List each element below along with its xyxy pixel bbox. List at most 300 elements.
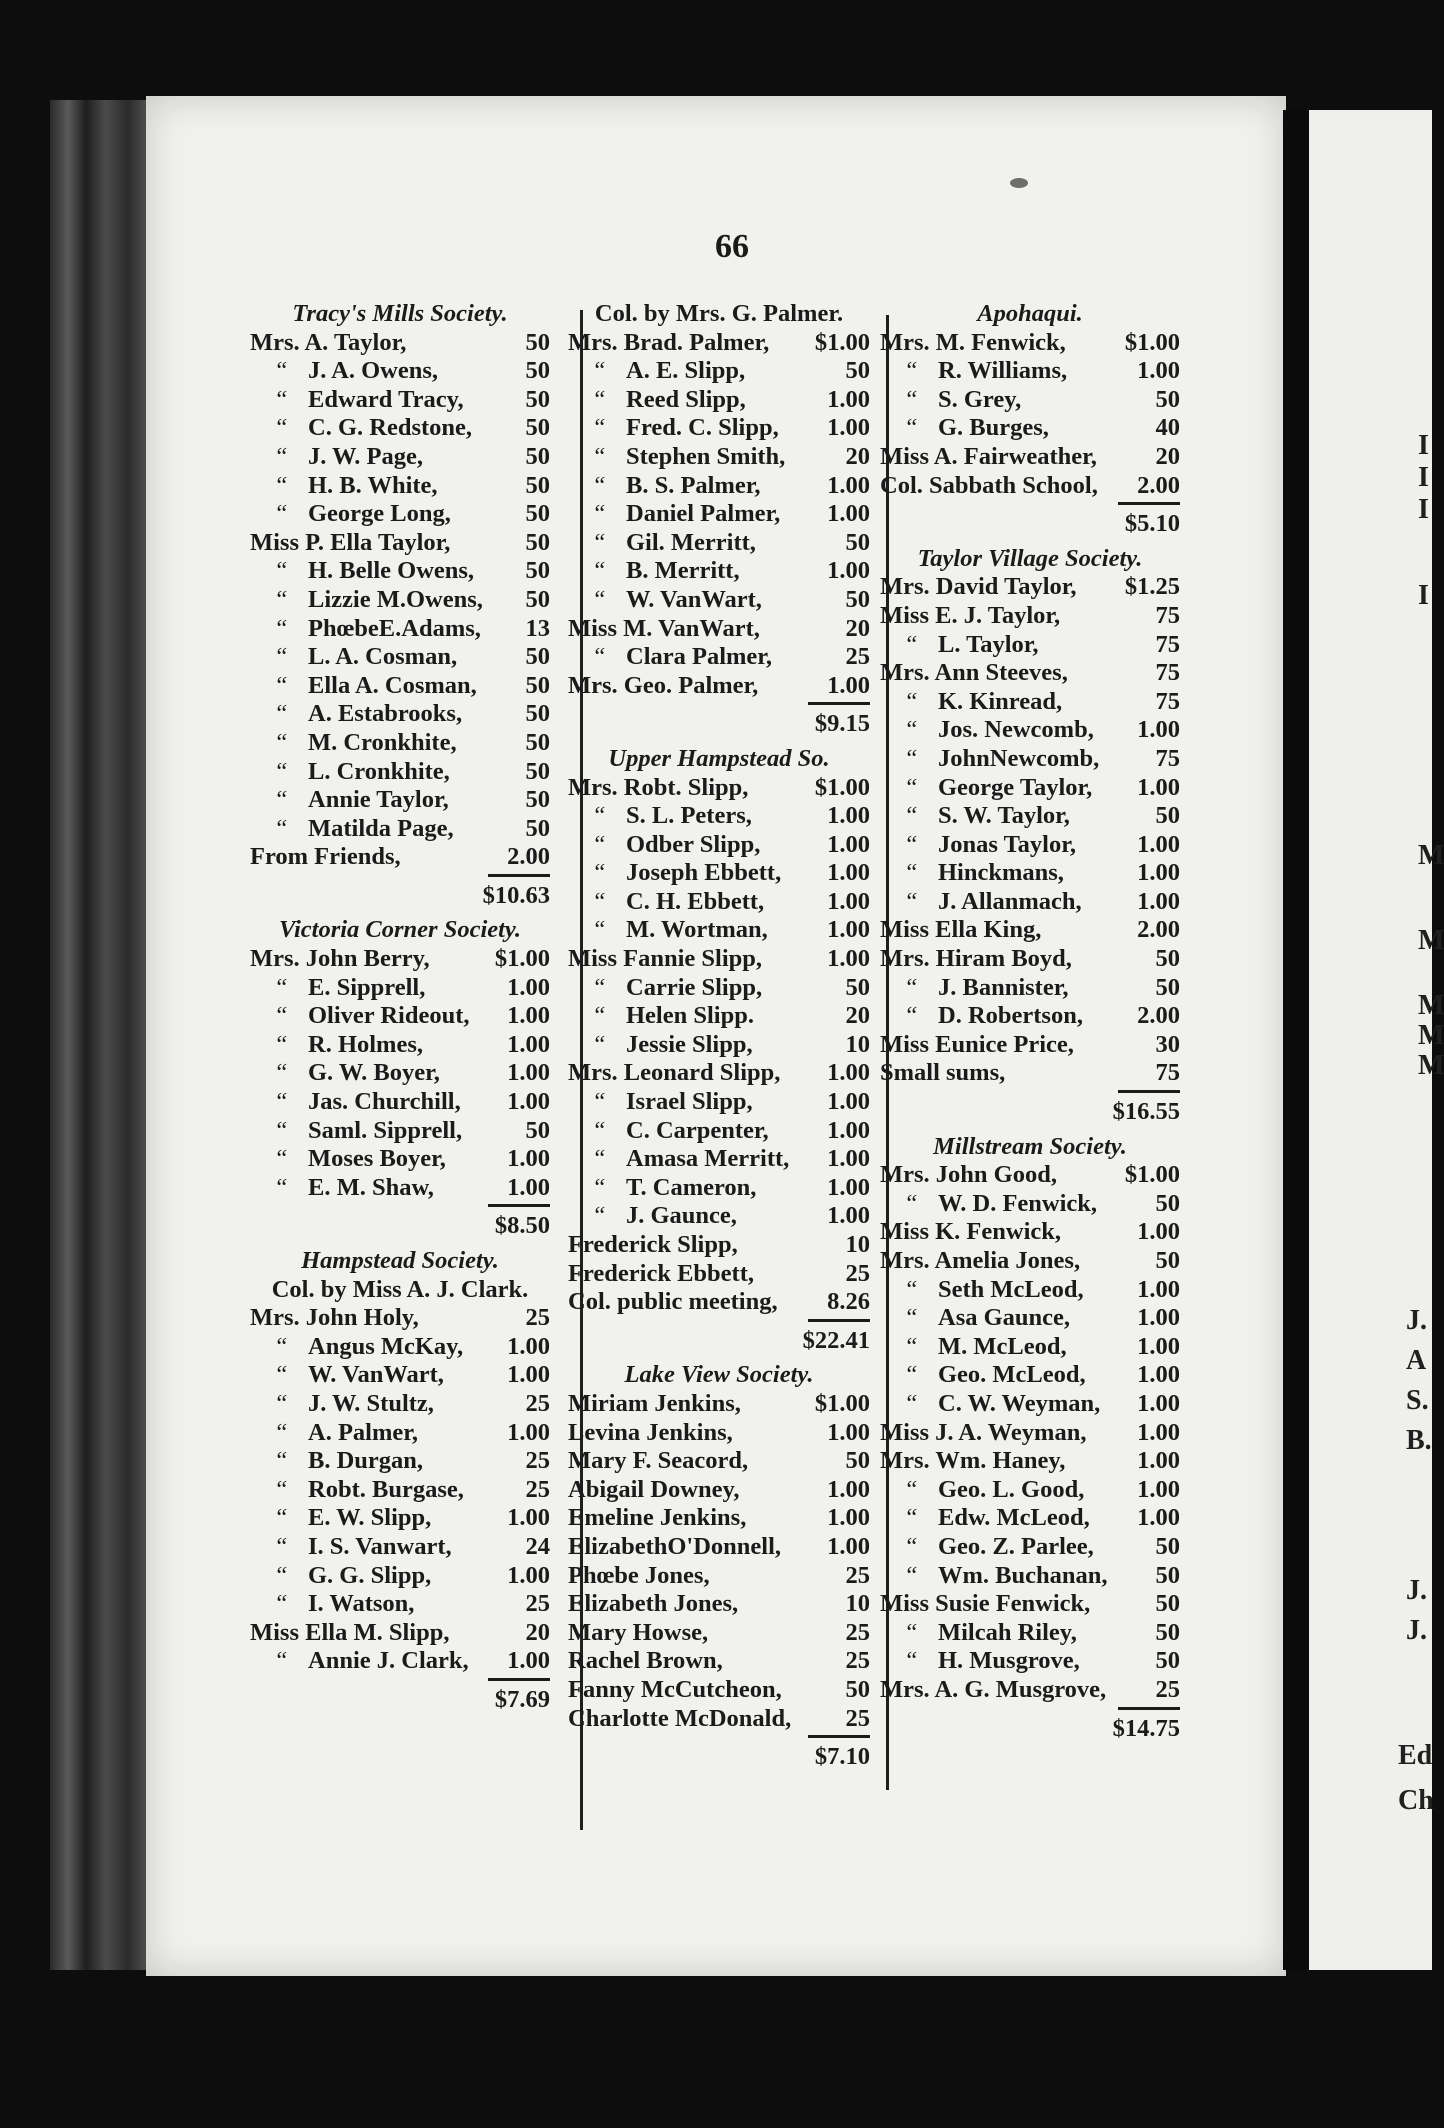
donor-name: Ella M. Slipp, [305,1618,450,1646]
donor-name-cell [568,1705,842,1734]
ditto-mark: “ [274,700,288,728]
donor-name: Moses Boyer, [308,1145,446,1173]
edge-letter: I [1418,494,1429,525]
donor-name: L. Taylor, [938,630,1039,658]
donor-name: A. Fairweather, [933,442,1097,470]
donor-name: Asa Gaunce, [938,1304,1071,1332]
ditto-mark: “ [592,643,606,671]
donation-amount: 50 [1155,1532,1180,1560]
donor-entry [880,1562,1180,1591]
donation-amount: 20 [845,1002,870,1030]
donation-amount: 50 [525,557,550,585]
donation-amount: 50 [525,500,550,528]
edge-letter: J. [1406,1575,1427,1606]
donor-entry [880,1304,1180,1333]
donor-name: Miriam Jenkins, [568,1389,741,1417]
donor-name-cell [880,859,1133,888]
donor-entry [568,1647,870,1676]
donor-entry [880,888,1180,917]
donor-name-cell [250,1304,522,1333]
ditto-mark: “ [274,442,288,470]
donor-name-cell [250,557,522,586]
donation-amount: 2.00 [1137,1002,1180,1030]
book-spine [50,100,150,1970]
donor-entry [568,1288,870,1317]
donation-amount: 10 [845,1590,870,1618]
ditto-mark: “ [274,1116,288,1144]
ditto-mark: “ [904,1618,918,1646]
donor-name: Matilda Page, [308,814,454,842]
ditto-mark: “ [904,630,918,658]
donor-name-cell [880,602,1152,631]
donation-amount: 1.00 [827,1202,870,1230]
donor-entry [250,815,550,844]
donor-name: Saml. Sipprell, [308,1116,463,1144]
donor-entry [568,500,870,529]
donor-name-cell [880,1161,1121,1190]
donor-entry [568,1231,870,1260]
ditto-mark: “ [274,585,288,613]
column-right [880,300,1180,1743]
donor-name: Geo. Palmer, [623,671,759,699]
donation-amount: 25 [845,1618,870,1646]
donor-name-cell [880,573,1121,602]
donor-name: S. W. Taylor, [938,802,1070,830]
donation-amount: 25 [845,643,870,671]
donor-name-cell [568,1231,842,1260]
donation-amount: 1.00 [507,1088,550,1116]
donor-name-cell [250,615,522,644]
ditto-mark: “ [274,414,288,442]
ditto-mark: “ [274,786,288,814]
donor-entry [568,831,870,860]
society-heading: Taylor Village Society. [917,544,1143,572]
donation-amount: 50 [845,357,870,385]
donation-amount: 75 [1155,744,1180,772]
donation-amount: 25 [525,1389,550,1417]
donation-amount: 50 [525,442,550,470]
donor-name: B. Durgan, [308,1447,424,1475]
donor-name: Mary Howse, [568,1618,709,1646]
donation-amount: 1.00 [1137,1218,1180,1246]
donor-name-cell [880,1419,1133,1448]
ditto-mark: “ [904,744,918,772]
edge-letter: Ch [1398,1785,1434,1816]
ditto-mark: “ [904,716,918,744]
donor-entry [568,802,870,831]
ditto-mark: “ [274,671,288,699]
donor-entry [568,945,870,974]
donor-name-cell [880,1562,1152,1591]
edge-letter: Ed [1398,1740,1433,1771]
donation-amount: 50 [1155,802,1180,830]
title-prefix: Mrs. [880,1161,930,1189]
donor-entry [880,945,1180,974]
donation-amount: 1.00 [827,1418,870,1446]
donor-name-cell [250,1088,503,1117]
donor-name: George Long, [308,500,451,528]
ditto-mark: “ [904,1361,918,1389]
ditto-mark: “ [592,442,606,470]
donor-entry [880,831,1180,860]
donor-name: Jas. Churchill, [308,1088,461,1116]
title-prefix: Mrs. [568,1059,618,1087]
donor-name-cell [250,1590,522,1619]
donor-name: Phœbe Jones, [568,1561,710,1589]
donor-entry [250,615,550,644]
donor-entry [568,557,870,586]
donor-name: Emeline Jenkins, [568,1504,747,1532]
donor-entry [568,414,870,443]
society-total: $9.15 [568,700,870,739]
donor-name: M. Wortman, [626,916,768,944]
donor-name-cell [250,1619,522,1648]
donor-name: A. Taylor, [304,328,407,356]
donation-amount: 25 [525,1304,550,1332]
ditto-mark: “ [274,1361,288,1389]
donation-amount: 50 [845,1675,870,1703]
donor-name-cell [880,1447,1133,1476]
donor-name: L. Cronkhite, [308,757,450,785]
society-heading: Apohaqui. [977,300,1083,327]
donor-entry [880,1647,1180,1676]
ditto-mark: “ [592,1173,606,1201]
ditto-mark: “ [904,887,918,915]
column-left [250,300,550,1715]
donor-name: John Good, [935,1161,1057,1189]
donor-name-cell [568,1059,823,1088]
donation-amount: 1.00 [1137,716,1180,744]
donor-name-cell [880,357,1133,386]
ditto-mark: “ [274,1561,288,1589]
donor-name: W. VanWart, [626,585,762,613]
donor-name: John Holy, [305,1304,419,1332]
edge-letter: B. [1406,1425,1432,1456]
title-prefix: Miss [250,1618,299,1646]
donor-name: H. Musgrove, [938,1647,1080,1675]
donor-name-cell [568,643,842,672]
donor-entry [250,1562,550,1591]
donation-amount: 50 [525,786,550,814]
ditto-mark: “ [904,1275,918,1303]
donor-entry [250,500,550,529]
donor-entry [568,1676,870,1705]
donor-entry [880,1059,1180,1088]
donor-name-cell [250,945,491,974]
donor-name: Hiram Boyd, [935,945,1072,973]
donor-name: Oliver Rideout, [308,1002,470,1030]
donor-entry [568,1145,870,1174]
donor-name: W. D. Fenwick, [938,1189,1098,1217]
donor-name: S. L. Peters, [626,802,752,830]
donor-name-cell [250,643,522,672]
donation-amount: $1.00 [1124,328,1180,356]
donor-entry [250,329,550,358]
donation-amount: 1.00 [827,1173,870,1201]
donor-name-cell [250,357,522,386]
donor-name: G. Burges, [938,414,1049,442]
title-prefix: Mrs. [880,1247,930,1274]
ditto-mark: “ [592,471,606,499]
donation-amount: 1.00 [1137,830,1180,858]
donor-name-cell [568,1676,842,1705]
column-middle [568,300,870,1772]
title-prefix: Miss [880,916,929,944]
collector-line: Col. by Mrs. G. Palmer. [594,300,844,327]
donation-amount: 1.00 [1137,1304,1180,1332]
donor-name-cell [880,716,1133,745]
society-heading: Tracy's Mills Society. [292,300,508,327]
ditto-mark: “ [904,1475,918,1503]
donor-name-cell [568,1419,823,1448]
title-prefix: Miss [880,1218,929,1246]
donor-entry [880,602,1180,631]
donor-name-cell [568,500,823,529]
donor-name-cell [568,1117,823,1146]
donor-entry [250,974,550,1003]
donor-name: Col. public meeting, [568,1288,778,1316]
donor-entry [568,443,870,472]
donor-name: John Berry, [305,945,430,973]
donor-entry [568,774,870,803]
donor-entry [568,1202,870,1231]
ditto-mark: “ [592,1088,606,1116]
donation-amount: 50 [525,757,550,785]
donor-entry [880,329,1180,358]
donor-name-cell [250,414,522,443]
donor-entry [568,916,870,945]
donor-name: Carrie Slipp, [626,973,763,1001]
donor-name-cell [880,1304,1133,1333]
donation-amount: 1.00 [1137,1275,1180,1303]
donor-name-cell [250,1647,503,1676]
donor-name-cell [880,386,1152,415]
ditto-mark: “ [274,614,288,642]
donation-amount: 1.00 [827,1059,870,1087]
donor-name: Geo. L. Good, [938,1475,1085,1503]
title-prefix: Mrs. [880,1447,930,1475]
donor-name: E. Sipprell, [308,973,426,1001]
ditto-mark: “ [274,973,288,1001]
ditto-mark: “ [274,1447,288,1475]
donor-entry [250,700,550,729]
ditto-mark: “ [274,557,288,585]
donor-name: Fannie Slipp, [623,945,763,973]
donor-entry [880,472,1180,501]
ditto-mark: “ [274,1030,288,1058]
donor-name: Lizzie M.Owens, [308,585,483,613]
title-prefix: Mrs. [250,1304,300,1332]
donor-entry [250,1533,550,1562]
donor-name: B. Merritt, [626,557,740,585]
donor-entry [250,1333,550,1362]
donor-name-cell [250,1002,503,1031]
donor-name: J. Allanmach, [938,887,1082,915]
donation-amount: 50 [1155,945,1180,973]
donation-amount: 1.00 [827,1088,870,1116]
donation-amount: 1.00 [827,1504,870,1532]
donation-amount: 20 [1155,442,1180,470]
donor-entry [880,1161,1180,1190]
donation-amount: $1.00 [494,945,550,973]
donor-entry [880,357,1180,386]
donor-entry [250,672,550,701]
donor-name-cell [250,1533,522,1562]
donor-entry [880,1590,1180,1619]
page-gutter [1283,110,1309,1970]
donation-amount: 1.00 [1137,357,1180,385]
donor-name: C. Carpenter, [626,1116,769,1144]
donation-amount: 25 [845,1561,870,1589]
edge-letter: M [1418,840,1444,871]
donor-entry [568,615,870,644]
donor-name-cell [250,472,522,501]
donor-name: Elizabeth Jones, [568,1590,739,1618]
donor-name-cell [250,672,522,701]
edge-letter: M [1418,990,1444,1021]
donor-entry [568,859,870,888]
title-prefix: Miss [880,1418,929,1446]
ditto-mark: “ [274,1002,288,1030]
donor-name: Stephen Smith, [626,442,786,470]
edge-letter: I [1418,462,1429,493]
ditto-mark: “ [904,385,918,413]
donor-name: Seth McLeod, [938,1275,1084,1303]
donation-amount: 50 [525,671,550,699]
donor-entry [250,472,550,501]
ditto-mark: “ [904,973,918,1001]
donor-entry [250,1361,550,1390]
donation-amount: 50 [525,328,550,356]
donor-entry [568,386,870,415]
ditto-mark: “ [904,1304,918,1332]
donation-amount: 75 [1155,659,1180,687]
donor-name-cell [880,1619,1152,1648]
ditto-mark: “ [904,687,918,715]
donor-entry [880,1361,1180,1390]
donor-name-cell [250,815,522,844]
edge-letter: M [1418,1050,1444,1081]
donor-name: Robt. Slipp, [623,773,749,801]
donation-amount: 50 [525,528,550,556]
donor-name-cell [568,1260,842,1289]
donation-amount: 1.00 [827,859,870,887]
donor-name: Ella A. Cosman, [308,671,477,699]
donor-entry [880,386,1180,415]
donation-amount: 1.00 [1137,1504,1180,1532]
donor-name: M. Cronkhite, [308,728,457,756]
title-prefix: Mrs. [250,328,300,356]
donor-name: D. Robertson, [938,1002,1083,1030]
donor-name: H. Belle Owens, [308,557,475,585]
donation-amount: 50 [525,471,550,499]
ditto-mark: “ [274,1504,288,1532]
donor-name-cell [880,802,1152,831]
title-prefix: Miss [568,945,617,973]
donor-entry [880,688,1180,717]
donation-amount: 50 [845,528,870,556]
donor-entry [568,586,870,615]
donor-name-cell [880,1647,1152,1676]
donor-entry [568,1031,870,1060]
donor-entry [880,573,1180,602]
ditto-mark: “ [904,1504,918,1532]
donor-entry [880,1533,1180,1562]
donor-name: Fanny McCutcheon, [568,1675,782,1703]
ditto-mark: “ [592,1116,606,1144]
donor-entry [568,1117,870,1146]
donation-amount: 1.00 [507,1145,550,1173]
donor-name: Hinckmans, [938,859,1064,887]
donor-entry [250,1476,550,1505]
donor-name-cell [250,1390,522,1419]
donor-entry [250,1647,550,1676]
donor-name-cell [250,1031,503,1060]
donor-name-cell [568,1288,823,1317]
donor-entry [880,1276,1180,1305]
donor-name-cell [880,1476,1133,1505]
donor-entry [568,357,870,386]
ditto-mark: “ [274,1088,288,1116]
donor-name: Robt. Burgase, [308,1475,464,1503]
ditto-mark: “ [274,757,288,785]
donor-entry [250,443,550,472]
donor-name: PhœbeE.Adams, [308,614,481,642]
donation-amount: 1.00 [827,1532,870,1560]
donation-amount: 1.00 [1137,1418,1180,1446]
donation-amount: 1.00 [507,1173,550,1201]
donation-amount: 1.00 [507,1059,550,1087]
donor-name-cell [568,672,823,701]
ditto-mark: “ [904,1532,918,1560]
donor-name-cell [880,1276,1133,1305]
ditto-mark: “ [592,585,606,613]
donor-name: C. G. Redstone, [308,414,473,442]
donation-amount: 25 [845,1647,870,1675]
donor-name-cell [250,1145,503,1174]
donor-name-cell [568,1202,823,1231]
donation-amount: 1.00 [1137,1389,1180,1417]
ditto-mark: “ [274,1590,288,1618]
donor-name-cell [568,329,811,358]
donor-name-cell [250,1333,503,1362]
ditto-mark: “ [592,528,606,556]
collector-line: Col. by Miss A. J. Clark. [271,1275,529,1303]
donor-name-cell [250,974,503,1003]
donor-name-cell [568,1562,842,1591]
ditto-mark: “ [904,357,918,385]
donor-name-cell [568,831,823,860]
donor-name: Col. Sabbath School, [880,471,1098,499]
donor-entry [568,1705,870,1734]
donor-entry [250,557,550,586]
donor-entry [568,1260,870,1289]
ditto-mark: “ [904,414,918,442]
donation-amount: 25 [525,1590,550,1618]
donor-name-cell [880,1590,1152,1619]
ditto-mark: “ [274,1475,288,1503]
donation-amount: 50 [525,357,550,385]
donor-name-cell [250,758,522,787]
donation-amount: 50 [1155,1189,1180,1217]
donor-name-cell [880,1218,1133,1247]
donation-amount: 50 [525,385,550,413]
donor-name: Fred. C. Slipp, [626,414,779,442]
donor-name: Odber Slipp, [626,830,761,858]
ditto-mark: “ [274,814,288,842]
donor-name: G. G. Slipp, [308,1561,432,1589]
donation-amount: $1.00 [814,1389,870,1417]
